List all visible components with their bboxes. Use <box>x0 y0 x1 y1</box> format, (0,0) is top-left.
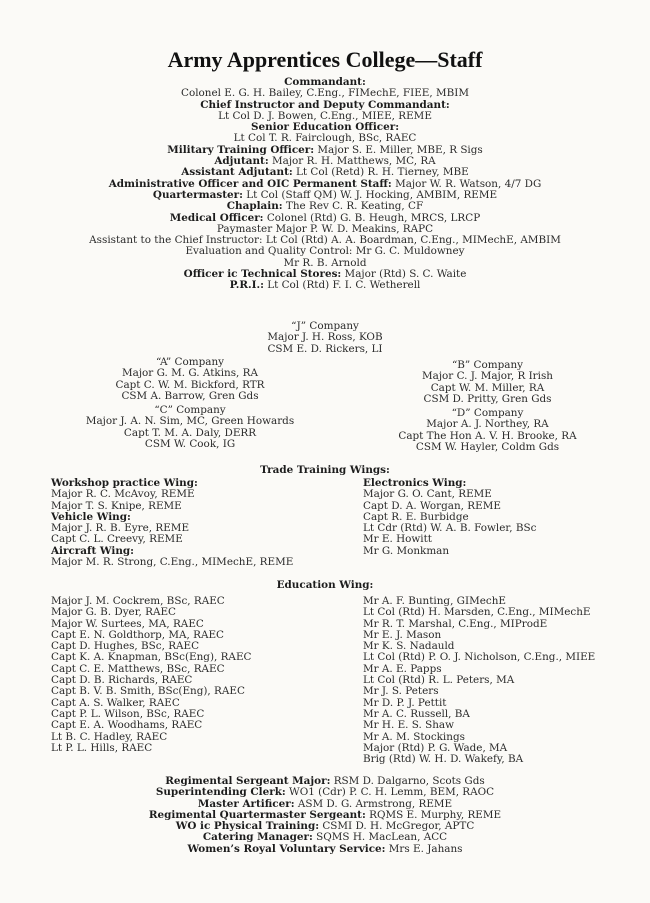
staff-name: Capt D. B. Richards, RAEC <box>51 674 193 687</box>
staff-name: Evaluation and Quality Control: Mr G. C. Muldowney <box>185 245 465 258</box>
staff-name: Capt B. V. B. Smith, BSc(Eng), RAEC <box>51 685 245 698</box>
staff-name: RQMS E. Murphy, REME <box>365 808 502 821</box>
staff-name: Brig (Rtd) W. H. D. Wakefy, BA <box>363 753 524 766</box>
staff-name: Capt D. A. Worgan, REME <box>363 499 501 512</box>
company-member: Major G. M. G. Atkins, RA <box>122 367 258 380</box>
staff-name: Lt Col (Rtd) P. O. J. Nicholson, C.Eng., MIEE <box>363 651 596 664</box>
companies-right-column <box>355 360 620 456</box>
company-member: Major C. J. Major, R Irish <box>421 370 554 383</box>
company-heading: “A” Company <box>155 356 225 368</box>
staff-name: Capt D. Hughes, BSc, RAEC <box>51 640 200 653</box>
staff-name: Mrs E. Jahans <box>385 842 463 855</box>
staff-name: Lt Col (Rtd) R. L. Peters, MA <box>363 674 515 687</box>
staff-name: Mr A. C. Russell, BA <box>363 707 470 720</box>
staff-name: Major G. O. Cant, REME <box>363 488 492 501</box>
role-label: Commandant: <box>284 76 366 88</box>
role-label: P.R.I.: <box>229 279 264 292</box>
company-block <box>355 408 620 453</box>
staff-name: Mr D. P. J. Pettit <box>363 696 447 709</box>
j-company-block <box>40 321 610 355</box>
staff-name: Mr E. J. Mason <box>363 628 442 641</box>
staff-name: Lt Col (Rtd) F. I. C. Wetherell <box>263 279 421 292</box>
staff-name: Major M. R. Strong, C.Eng., MIMechE, REME <box>51 556 294 569</box>
role-label: Officer ic Technical Stores: <box>183 268 342 281</box>
staff-name: Capt C. E. Matthews, BSc, RAEC <box>51 662 225 675</box>
staff-name: Lt Col (Retd) R. H. Tierney, MBE <box>292 166 469 179</box>
company-member: Capt T. M. A. Daly, DERR <box>123 426 257 439</box>
company-member: CSM E. D. Rickers, LI <box>267 342 383 355</box>
staff-name: CSMI D. H. McGregor, APTC <box>319 820 475 833</box>
staff-name: Major S. E. Miller, MBE, R Sigs <box>314 143 483 156</box>
staff-name: WO1 (Cdr) P. C. H. Lemm, BEM, RAOC <box>285 786 495 799</box>
staff-name: Major R. C. McAvoy, REME <box>51 488 195 501</box>
staff-name: Paymaster Major P. W. D. Meakins, RAPC <box>216 222 434 235</box>
staff-name: SQMS H. MacLean, ACC <box>312 831 448 844</box>
company-member: CSM W. Hayler, Coldm Gds <box>415 441 560 454</box>
staff-name: Lt B. C. Hadley, RAEC <box>51 730 168 743</box>
role-label: Regimental Sergeant Major: <box>165 775 331 787</box>
staff-name: Capt E. A. Woodhams, RAEC <box>51 719 203 732</box>
staff-name: Major (Rtd) P. G. Wade, MA <box>363 741 508 754</box>
role-label: Regimental Quartermaster Sergeant: <box>148 808 366 821</box>
staff-name: ASM D. G. Armstrong, REME <box>294 797 453 810</box>
staff-name: Mr A. E. Papps <box>363 662 442 675</box>
role-label: Chaplain: <box>226 200 283 213</box>
role-label: Catering Manager: <box>202 831 313 844</box>
company-heading: “C” Company <box>154 404 226 417</box>
company-member: Capt W. M. Miller, RA <box>430 381 545 394</box>
staff-name: Mr K. S. Nadauld <box>363 640 455 653</box>
company-heading: “J” Company <box>291 320 359 332</box>
staff-name: Capt P. L. Wilson, BSc, RAEC <box>51 707 205 720</box>
staff-name: Lt Col (Staff QM) W. J. Hocking, AMBIM, REME <box>242 188 498 201</box>
staff-name: Major G. B. Dyer, RAEC <box>51 606 177 619</box>
staff-name: Major J. R. B. Eyre, REME <box>51 522 190 535</box>
staff-name: Major W. R. Watson, 4/7 DG <box>391 177 542 190</box>
role-label: Medical Officer: <box>169 211 264 224</box>
staff-row <box>40 844 610 855</box>
company-block <box>55 357 325 402</box>
company-member: CSM D. Pritty, Gren Gds <box>423 392 552 405</box>
wing-heading: Aircraft Wing: <box>51 544 134 557</box>
role-label: Superintending Clerk: <box>155 786 286 799</box>
staff-name: Lt P. L. Hills, RAEC <box>51 741 153 754</box>
staff-name: Colonel (Rtd) G. B. Heugh, MRCS, LRCP <box>263 211 481 224</box>
role-label: Military Training Officer: <box>167 143 315 156</box>
staff-name: Mr R. T. Marshal, C.Eng., MIProdE <box>363 617 548 630</box>
company-member: Capt The Hon A. V. H. Brooke, RA <box>398 429 577 442</box>
staff-name: Mr A. F. Bunting, GIMechE <box>363 595 506 607</box>
trade-wings-left <box>51 478 293 568</box>
staff-name: Major T. S. Knipe, REME <box>51 499 182 512</box>
staff-name: Capt R. E. Burbidge <box>363 510 469 523</box>
staff-name: Capt K. A. Knapman, BSc(Eng), RAEC <box>51 651 252 664</box>
education-wing-heading: Education Wing: <box>276 579 374 591</box>
role-label: Women’s Royal Voluntary Service: <box>187 842 386 855</box>
staff-name: Major R. H. Matthews, MC, RA <box>268 155 436 168</box>
senior-staff-list <box>40 77 610 292</box>
page-title: Army Apprentices College—Staff <box>167 47 483 72</box>
staff-name: Mr E. Howitt <box>363 533 432 546</box>
staff-name: Lt Col D. J. Bowen, C.Eng., MIEE, REME <box>218 109 432 122</box>
staff-name: Lt Col T. R. Fairclough, BSc, RAEC <box>233 132 417 145</box>
staff-name: Lt Cdr (Rtd) W. A. B. Fowler, BSc <box>363 522 537 535</box>
company-heading: “B” Company <box>451 359 524 371</box>
staff-name: Mr R. B. Arnold <box>283 256 367 269</box>
role-label: Assistant Adjutant: <box>181 166 293 179</box>
staff-name: Major J. M. Cockrem, BSc, RAEC <box>51 595 225 607</box>
companies-left-column <box>55 357 325 453</box>
trade-wings-right <box>363 478 536 557</box>
staff-name: Capt C. L. Creevy, REME <box>51 533 183 546</box>
company-member: Major A. J. Northey, RA <box>426 418 549 431</box>
role-label: Master Artificer: <box>197 797 295 810</box>
wing-heading: Electronics Wing: <box>363 477 467 489</box>
role-label: Administrative Officer and OIC Permanent Staff: <box>108 177 392 190</box>
wing-heading: Workshop practice Wing: <box>51 477 198 489</box>
staff-name: Mr G. Monkman <box>363 544 450 557</box>
staff-name: The Rev C. R. Keating, CF <box>282 200 424 213</box>
company-member: Major J. H. Ross, KOB <box>267 331 383 344</box>
role-label: Quartermaster: <box>152 188 243 201</box>
staff-name: Mr A. M. Stockings <box>363 730 465 743</box>
staff-name: Capt A. S. Walker, RAEC <box>51 696 180 709</box>
education-right <box>363 596 595 765</box>
staff-name: Major W. Surtees, MA, RAEC <box>51 617 204 630</box>
staff-name: Mr H. E. S. Shaw <box>363 719 455 732</box>
role-label: Senior Education Officer: <box>250 121 400 134</box>
staff-name: Major (Rtd) S. C. Waite <box>341 268 467 281</box>
wing-heading: Vehicle Wing: <box>51 510 131 523</box>
education-left <box>51 596 251 754</box>
warrant-officers-list <box>40 776 610 855</box>
role-label: WO ic Physical Training: <box>175 820 320 833</box>
role-label: Chief Instructor and Deputy Commandant: <box>200 98 450 111</box>
company-block <box>355 360 620 405</box>
company-member: CSM W. Cook, IG <box>144 438 236 451</box>
staff-row <box>40 280 610 291</box>
staff-name: RSM D. Dalgarno, Scots Gds <box>330 775 485 787</box>
staff-name: Mr J. S. Peters <box>363 685 439 698</box>
staff-name: Lt Col (Rtd) H. Marsden, C.Eng., MIMechE <box>363 606 591 619</box>
staff-name: Colonel E. G. H. Bailey, C.Eng., FIMechE, FIEE, MBIM <box>181 87 469 100</box>
company-block <box>55 405 325 450</box>
company-member: Major J. A. N. Sim, MC, Green Howards <box>85 415 295 428</box>
role-label: Adjutant: <box>214 155 269 168</box>
trade-training-heading: Trade Training Wings: <box>260 464 390 476</box>
company-heading: “D” Company <box>451 407 524 420</box>
company-member: Capt C. W. M. Bickford, RTR <box>115 378 265 391</box>
staff-name: Capt E. N. Goldthorp, MA, RAEC <box>51 628 224 641</box>
staff-name: Assistant to the Chief Instructor: Lt Col (Rtd) A. A. Boardman, C.Eng., MIMechE, AMBIM <box>89 234 561 247</box>
company-member: CSM A. Barrow, Gren Gds <box>121 389 259 402</box>
